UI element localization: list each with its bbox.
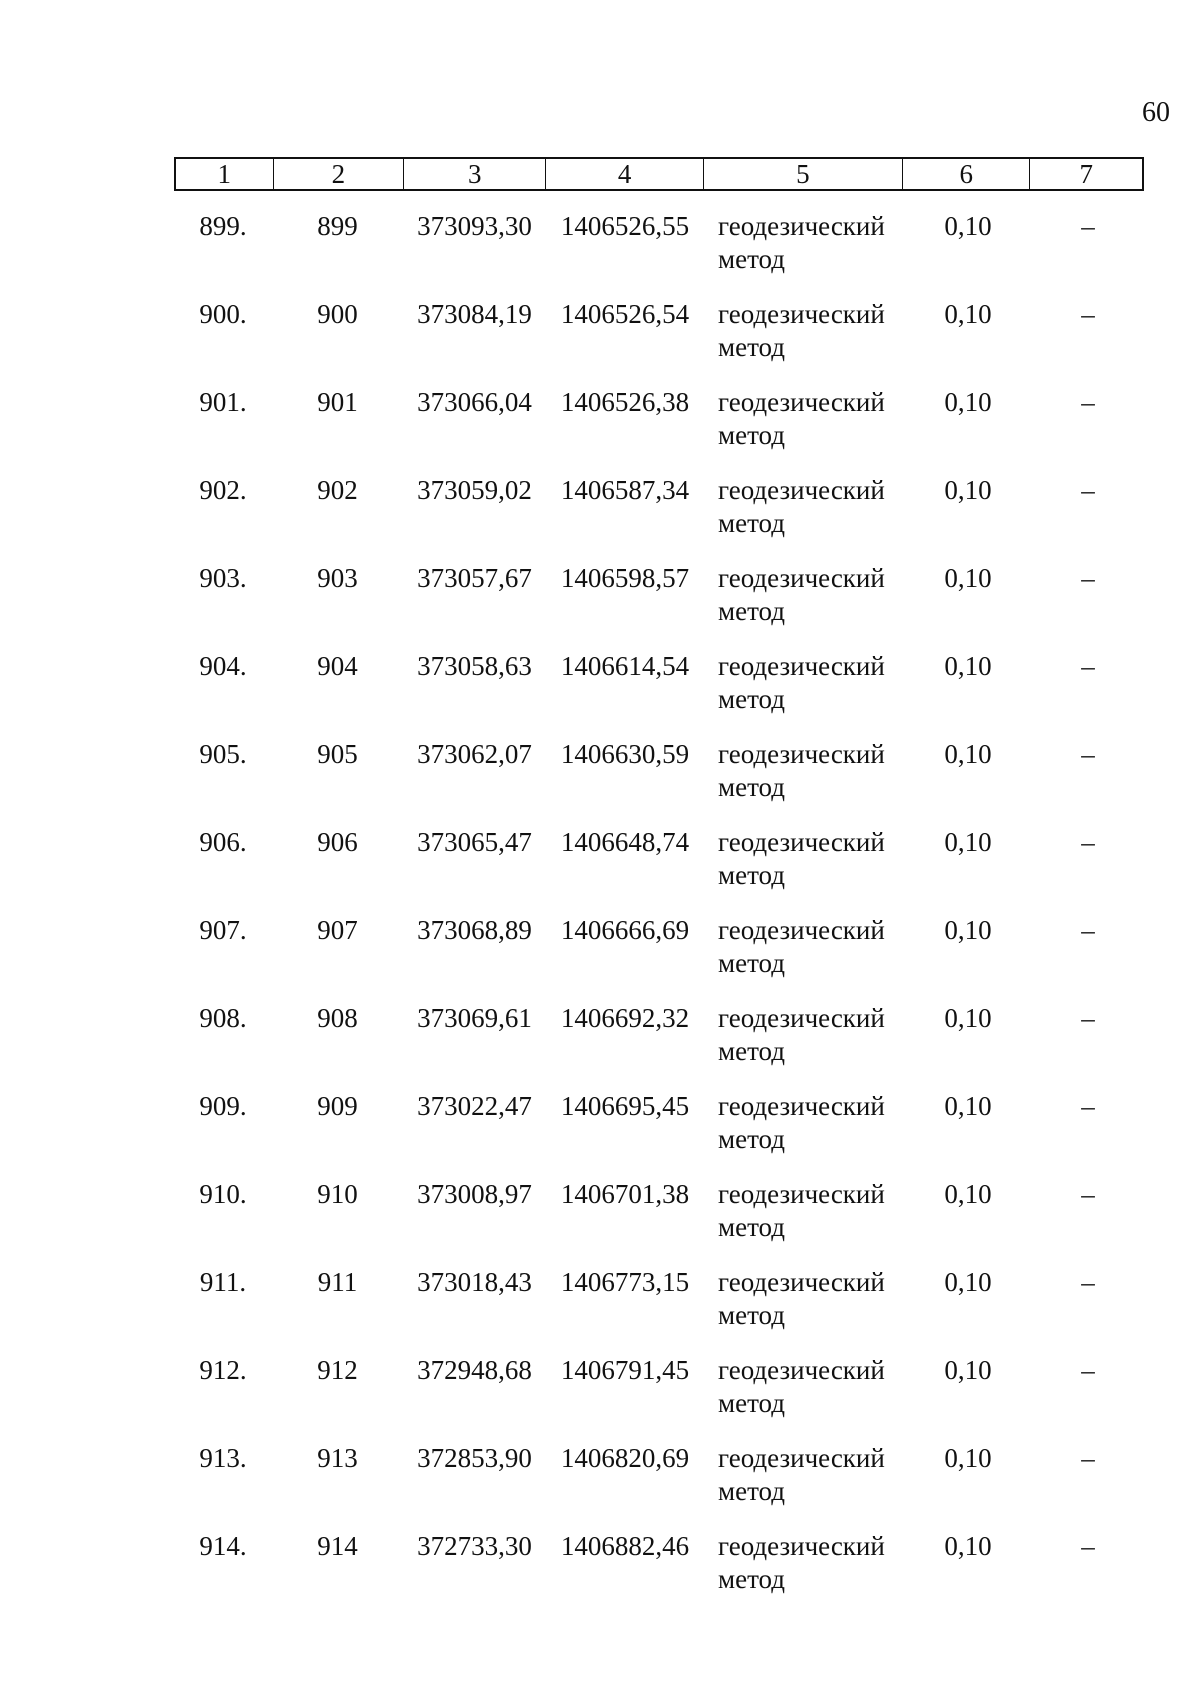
coordinate-y: 1406614,54 bbox=[560, 651, 690, 681]
table-row bbox=[174, 1266, 1144, 1354]
point-id: 910 bbox=[317, 1179, 358, 1209]
note-value: – bbox=[1081, 1179, 1095, 1209]
determination-method bbox=[704, 738, 904, 826]
accuracy-value: 0,10 bbox=[944, 1443, 992, 1473]
note-value: – bbox=[1081, 1443, 1095, 1473]
coordinate-y: 1406820,69 bbox=[560, 1443, 690, 1473]
point-id: 909 bbox=[317, 1091, 358, 1121]
determination-method bbox=[704, 914, 904, 1002]
point-id: 902 bbox=[317, 475, 358, 505]
determination-method bbox=[704, 1178, 904, 1266]
method-line-1: геодезический bbox=[718, 1531, 885, 1561]
row-number: 908. bbox=[199, 1003, 247, 1033]
row-number: 911. bbox=[199, 1267, 247, 1297]
method-line-1: геодезический bbox=[718, 827, 885, 857]
column-header-4: 4 bbox=[546, 159, 703, 189]
coordinate-y: 1406526,38 bbox=[560, 387, 690, 417]
method-line-1: геодезический bbox=[718, 1003, 885, 1033]
coordinate-x: 372853,90 bbox=[417, 1443, 532, 1473]
point-id: 900 bbox=[317, 299, 358, 329]
note-value: – bbox=[1081, 1091, 1095, 1121]
table-row bbox=[174, 210, 1144, 298]
determination-method bbox=[704, 474, 904, 562]
method-line-1: геодезический bbox=[718, 1179, 885, 1209]
accuracy-value: 0,10 bbox=[944, 299, 992, 329]
row-number: 912. bbox=[199, 1355, 247, 1385]
method-line-2: метод bbox=[718, 1388, 785, 1418]
method-line-1: геодезический bbox=[718, 1091, 885, 1121]
method-line-2: метод bbox=[718, 1300, 785, 1330]
coordinate-x: 373062,07 bbox=[417, 739, 532, 769]
accuracy-value: 0,10 bbox=[944, 1179, 992, 1209]
method-line-2: метод bbox=[718, 596, 785, 626]
method-line-2: метод bbox=[718, 948, 785, 978]
determination-method bbox=[704, 210, 904, 298]
coordinate-y: 1406695,45 bbox=[560, 1091, 690, 1121]
determination-method bbox=[704, 1354, 904, 1442]
method-line-1: геодезический bbox=[718, 563, 885, 593]
note-value: – bbox=[1081, 915, 1095, 945]
row-number: 906. bbox=[199, 827, 247, 857]
method-line-1: геодезический bbox=[718, 651, 885, 681]
coordinate-y: 1406526,54 bbox=[560, 299, 690, 329]
determination-method bbox=[704, 562, 904, 650]
coordinate-x: 373068,89 bbox=[417, 915, 532, 945]
method-line-1: геодезический bbox=[718, 1443, 885, 1473]
method-line-1: геодезический bbox=[718, 1355, 885, 1385]
method-line-2: метод bbox=[718, 1212, 785, 1242]
coordinate-x: 373008,97 bbox=[417, 1179, 532, 1209]
point-id: 913 bbox=[317, 1443, 358, 1473]
accuracy-value: 0,10 bbox=[944, 1267, 992, 1297]
table-row bbox=[174, 826, 1144, 914]
point-id: 908 bbox=[317, 1003, 358, 1033]
method-line-2: метод bbox=[718, 508, 785, 538]
coordinate-y: 1406773,15 bbox=[560, 1267, 690, 1297]
method-line-2: метод bbox=[718, 684, 785, 714]
note-value: – bbox=[1081, 475, 1095, 505]
table-row bbox=[174, 298, 1144, 386]
coordinate-y: 1406666,69 bbox=[560, 915, 690, 945]
method-line-2: метод bbox=[718, 244, 785, 274]
coordinate-x: 373059,02 bbox=[417, 475, 532, 505]
determination-method bbox=[704, 826, 904, 914]
accuracy-value: 0,10 bbox=[944, 915, 992, 945]
row-number: 902. bbox=[199, 475, 247, 505]
accuracy-value: 0,10 bbox=[944, 1003, 992, 1033]
row-number: 905. bbox=[199, 739, 247, 769]
coordinate-x: 373084,19 bbox=[417, 299, 532, 329]
determination-method bbox=[704, 386, 904, 474]
method-line-1: геодезический bbox=[718, 299, 885, 329]
accuracy-value: 0,10 bbox=[944, 387, 992, 417]
accuracy-value: 0,10 bbox=[944, 739, 992, 769]
accuracy-value: 0,10 bbox=[944, 475, 992, 505]
point-id: 899 bbox=[317, 211, 358, 241]
table-row bbox=[174, 738, 1144, 826]
row-number: 903. bbox=[199, 563, 247, 593]
accuracy-value: 0,10 bbox=[944, 1355, 992, 1385]
method-line-2: метод bbox=[718, 420, 785, 450]
table-row bbox=[174, 650, 1144, 738]
row-number: 913. bbox=[199, 1443, 247, 1473]
row-number: 909. bbox=[199, 1091, 247, 1121]
table-row bbox=[174, 914, 1144, 1002]
method-line-1: геодезический bbox=[718, 475, 885, 505]
row-number: 910. bbox=[199, 1179, 247, 1209]
row-number: 900. bbox=[199, 299, 247, 329]
determination-method bbox=[704, 1530, 904, 1618]
determination-method bbox=[704, 1090, 904, 1178]
table-row bbox=[174, 1090, 1144, 1178]
table-row bbox=[174, 1442, 1144, 1530]
point-id: 901 bbox=[317, 387, 358, 417]
coordinate-y: 1406692,32 bbox=[560, 1003, 690, 1033]
coordinate-x: 373093,30 bbox=[417, 211, 532, 241]
column-header-7: 7 bbox=[1079, 159, 1093, 189]
coordinate-x: 373058,63 bbox=[417, 651, 532, 681]
coordinate-y: 1406791,45 bbox=[560, 1355, 690, 1385]
method-line-1: геодезический bbox=[718, 739, 885, 769]
coordinate-x: 373018,43 bbox=[417, 1267, 532, 1297]
accuracy-value: 0,10 bbox=[944, 563, 992, 593]
point-id: 906 bbox=[317, 827, 358, 857]
table-row bbox=[174, 562, 1144, 650]
coordinate-y: 1406648,74 bbox=[560, 827, 690, 857]
table-row bbox=[174, 1002, 1144, 1090]
row-number: 904. bbox=[199, 651, 247, 681]
row-number: 901. bbox=[199, 387, 247, 417]
table-body bbox=[174, 210, 1144, 1618]
coordinate-x: 373022,47 bbox=[417, 1091, 532, 1121]
coordinate-y: 1406882,46 bbox=[560, 1531, 690, 1561]
method-line-2: метод bbox=[718, 332, 785, 362]
point-id: 914 bbox=[317, 1531, 358, 1561]
note-value: – bbox=[1081, 739, 1095, 769]
table-row bbox=[174, 474, 1144, 562]
note-value: – bbox=[1081, 1355, 1095, 1385]
table-row bbox=[174, 1178, 1144, 1266]
row-number: 899. bbox=[199, 211, 247, 241]
point-id: 912 bbox=[317, 1355, 358, 1385]
method-line-2: метод bbox=[718, 860, 785, 890]
table-header-row bbox=[174, 157, 1144, 191]
method-line-2: метод bbox=[718, 1124, 785, 1154]
coordinate-x: 373069,61 bbox=[417, 1003, 532, 1033]
point-id: 904 bbox=[317, 651, 358, 681]
method-line-1: геодезический bbox=[718, 915, 885, 945]
coordinate-x: 372733,30 bbox=[417, 1531, 532, 1561]
determination-method bbox=[704, 650, 904, 738]
column-header-5: 5 bbox=[704, 159, 903, 189]
method-line-2: метод bbox=[718, 1476, 785, 1506]
point-id: 903 bbox=[317, 563, 358, 593]
table-row bbox=[174, 1530, 1144, 1618]
coordinate-y: 1406526,55 bbox=[560, 211, 690, 241]
coordinate-y: 1406587,34 bbox=[560, 475, 690, 505]
determination-method bbox=[704, 1002, 904, 1090]
note-value: – bbox=[1081, 1003, 1095, 1033]
row-number: 914. bbox=[199, 1531, 247, 1561]
accuracy-value: 0,10 bbox=[944, 1531, 992, 1561]
note-value: – bbox=[1081, 1267, 1095, 1297]
accuracy-value: 0,10 bbox=[944, 1091, 992, 1121]
note-value: – bbox=[1081, 211, 1095, 241]
point-id: 905 bbox=[317, 739, 358, 769]
table-row bbox=[174, 386, 1144, 474]
column-header-1: 1 bbox=[176, 159, 274, 189]
row-number: 907. bbox=[199, 915, 247, 945]
accuracy-value: 0,10 bbox=[944, 211, 992, 241]
coordinate-x: 373066,04 bbox=[417, 387, 532, 417]
method-line-1: геодезический bbox=[718, 387, 885, 417]
method-line-2: метод bbox=[718, 772, 785, 802]
accuracy-value: 0,10 bbox=[944, 651, 992, 681]
determination-method bbox=[704, 298, 904, 386]
table-row bbox=[174, 1354, 1144, 1442]
page-number: 60 bbox=[1142, 97, 1170, 128]
accuracy-value: 0,10 bbox=[944, 827, 992, 857]
coordinate-y: 1406630,59 bbox=[560, 739, 690, 769]
point-id: 911 bbox=[317, 1267, 358, 1297]
note-value: – bbox=[1081, 299, 1095, 329]
point-id: 907 bbox=[317, 915, 358, 945]
note-value: – bbox=[1081, 563, 1095, 593]
column-header-3: 3 bbox=[404, 159, 546, 189]
determination-method bbox=[704, 1266, 904, 1354]
method-line-1: геодезический bbox=[718, 211, 885, 241]
column-header-2: 2 bbox=[274, 159, 404, 189]
note-value: – bbox=[1081, 827, 1095, 857]
coordinate-x: 373057,67 bbox=[417, 563, 532, 593]
method-line-2: метод bbox=[718, 1036, 785, 1066]
note-value: – bbox=[1081, 387, 1095, 417]
coordinate-x: 373065,47 bbox=[417, 827, 532, 857]
method-line-1: геодезический bbox=[718, 1267, 885, 1297]
column-header-6: 6 bbox=[903, 159, 1030, 189]
determination-method bbox=[704, 1442, 904, 1530]
note-value: – bbox=[1081, 1531, 1095, 1561]
coordinate-y: 1406701,38 bbox=[560, 1179, 690, 1209]
method-line-2: метод bbox=[718, 1564, 785, 1594]
coordinate-y: 1406598,57 bbox=[560, 563, 690, 593]
note-value: – bbox=[1081, 651, 1095, 681]
coordinate-x: 372948,68 bbox=[417, 1355, 532, 1385]
